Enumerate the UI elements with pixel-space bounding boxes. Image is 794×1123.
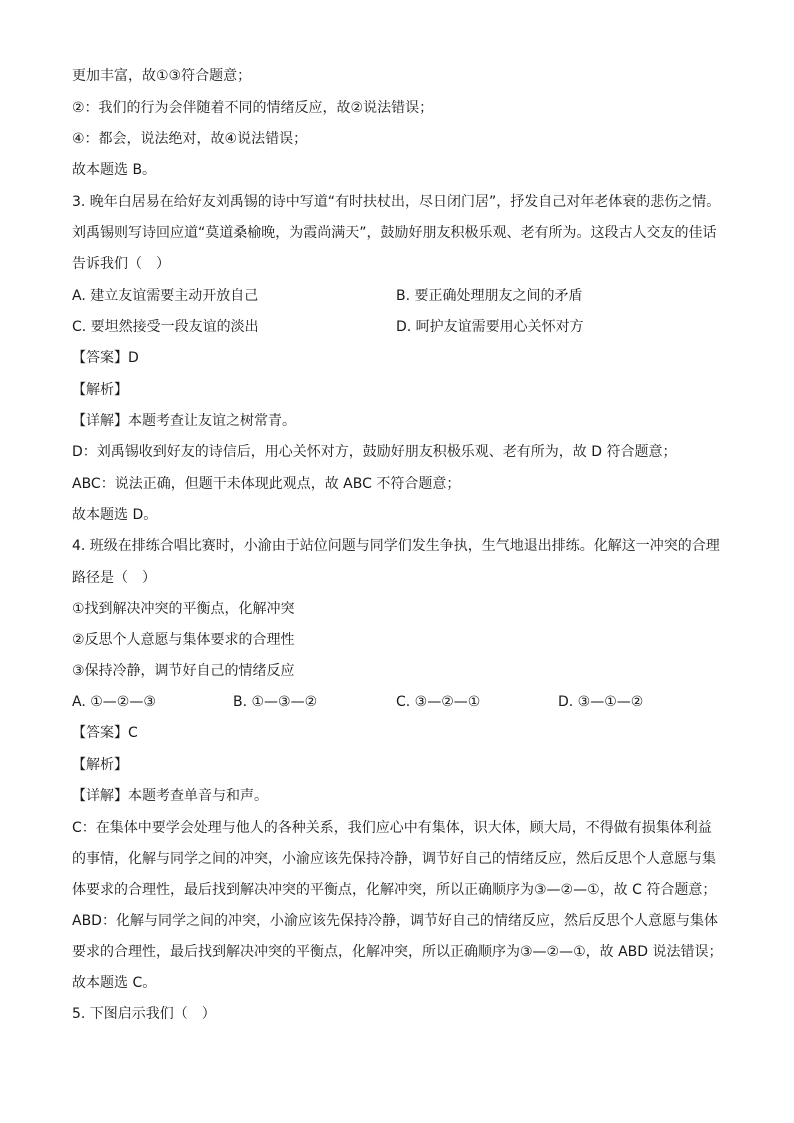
q3-option-c: C. 要坦然接受一段友谊的淡出	[72, 319, 259, 335]
q3-option-d: D. 呵护友谊需要用心关怀对方	[396, 319, 584, 335]
q3-analysis-label: 【解析】	[72, 382, 128, 398]
q3-explanation-1: D：刘禹锡收到好友的诗信后，用心关怀对方，鼓励好朋友积极乐观、老有所为，故 D 符合题意；	[72, 444, 677, 460]
q4-stem-line-2: 路径是（ ）	[72, 570, 156, 586]
q4-explanation-5: 要求的合理性，最后找到解决冲突的平衡点，化解冲突，所以正确顺序为③—②—①，故 ABD 说法错误；	[72, 944, 723, 960]
q3-answer: 【答案】D	[72, 350, 139, 366]
q4-item-3: ③保持冷静，调节好自己的情绪反应	[72, 663, 295, 679]
q5-stem-line-1: 5. 下图启示我们（ ）	[72, 1006, 216, 1022]
q4-explanation-3: 体要求的合理性，最后找到解决冲突的平衡点，化解冲突，所以正确顺序为③—②—①，故 C 符合题意；	[72, 882, 717, 898]
q3-option-b: B. 要正确处理朋友之间的矛盾	[396, 288, 583, 304]
q3-stem-line-3: 告诉我们（ ）	[72, 256, 170, 272]
prev-conclusion: 故本题选 B。	[72, 162, 157, 178]
q4-detail: 【详解】本题考查单音与和声。	[72, 788, 268, 804]
q4-option-d: D. ③—①—②	[558, 694, 644, 710]
q4-stem-line-1: 4. 班级在排练合唱比赛时，小渝由于站位问题与同学们发生争执，生气地退出排练。化解这一冲突的合理	[72, 538, 720, 554]
prev-explanation-line-2: ②：我们的行为会伴随着不同的情绪反应，故②说法错误；	[72, 100, 434, 116]
q3-stem-line-1: 3. 晚年白居易在给好友刘禹锡的诗中写道“有时扶杖出，尽日闭门居”，抒发自己对年老体衰的悲伤之情。	[72, 194, 721, 210]
q4-explanation-1: C：在集体中要学会处理与他人的各种关系，我们应心中有集体，识大体，顾大局，不得做有损集体利益	[72, 820, 712, 836]
q4-option-b: B. ①—③—②	[233, 694, 318, 710]
q3-conclusion: 故本题选 D。	[72, 507, 158, 523]
q4-option-c: C. ③—②—①	[396, 694, 481, 710]
q3-stem-line-2: 刘禹锡则写诗回应道“莫道桑榆晚，为霞尚满天”，鼓励好朋友积极乐观、老有所为。这段古人交友的佳话	[72, 225, 717, 241]
q4-analysis-label: 【解析】	[72, 757, 128, 773]
prev-explanation-line-3: ④：都会，说法绝对，故④说法错误；	[72, 131, 308, 147]
q4-item-1: ①找到解决冲突的平衡点，化解冲突	[72, 601, 295, 617]
q3-explanation-2: ABC：说法正确，但题干未体现此观点，故 ABC 不符合题意；	[72, 476, 461, 492]
q4-answer: 【答案】C	[72, 725, 138, 741]
q4-item-2: ②反思个人意愿与集体要求的合理性	[72, 632, 295, 648]
q3-detail: 【详解】本题考查让友谊之树常青。	[72, 413, 296, 429]
q4-explanation-4: ABD：化解与同学之间的冲突，小渝应该先保持冷静，调节好自己的情绪反应，然后反思个人意愿与集体	[72, 913, 718, 929]
q4-option-a: A. ①—②—③	[72, 694, 156, 710]
prev-explanation-line-1: 更加丰富，故①③符合题意；	[72, 68, 252, 84]
q4-conclusion: 故本题选 C。	[72, 975, 157, 991]
q3-option-a: A. 建立友谊需要主动开放自己	[72, 288, 259, 304]
q4-explanation-2: 的事情，化解与同学之间的冲突，小渝应该先保持冷静，调节好自己的情绪反应，然后反思个人意愿与集	[72, 851, 716, 867]
